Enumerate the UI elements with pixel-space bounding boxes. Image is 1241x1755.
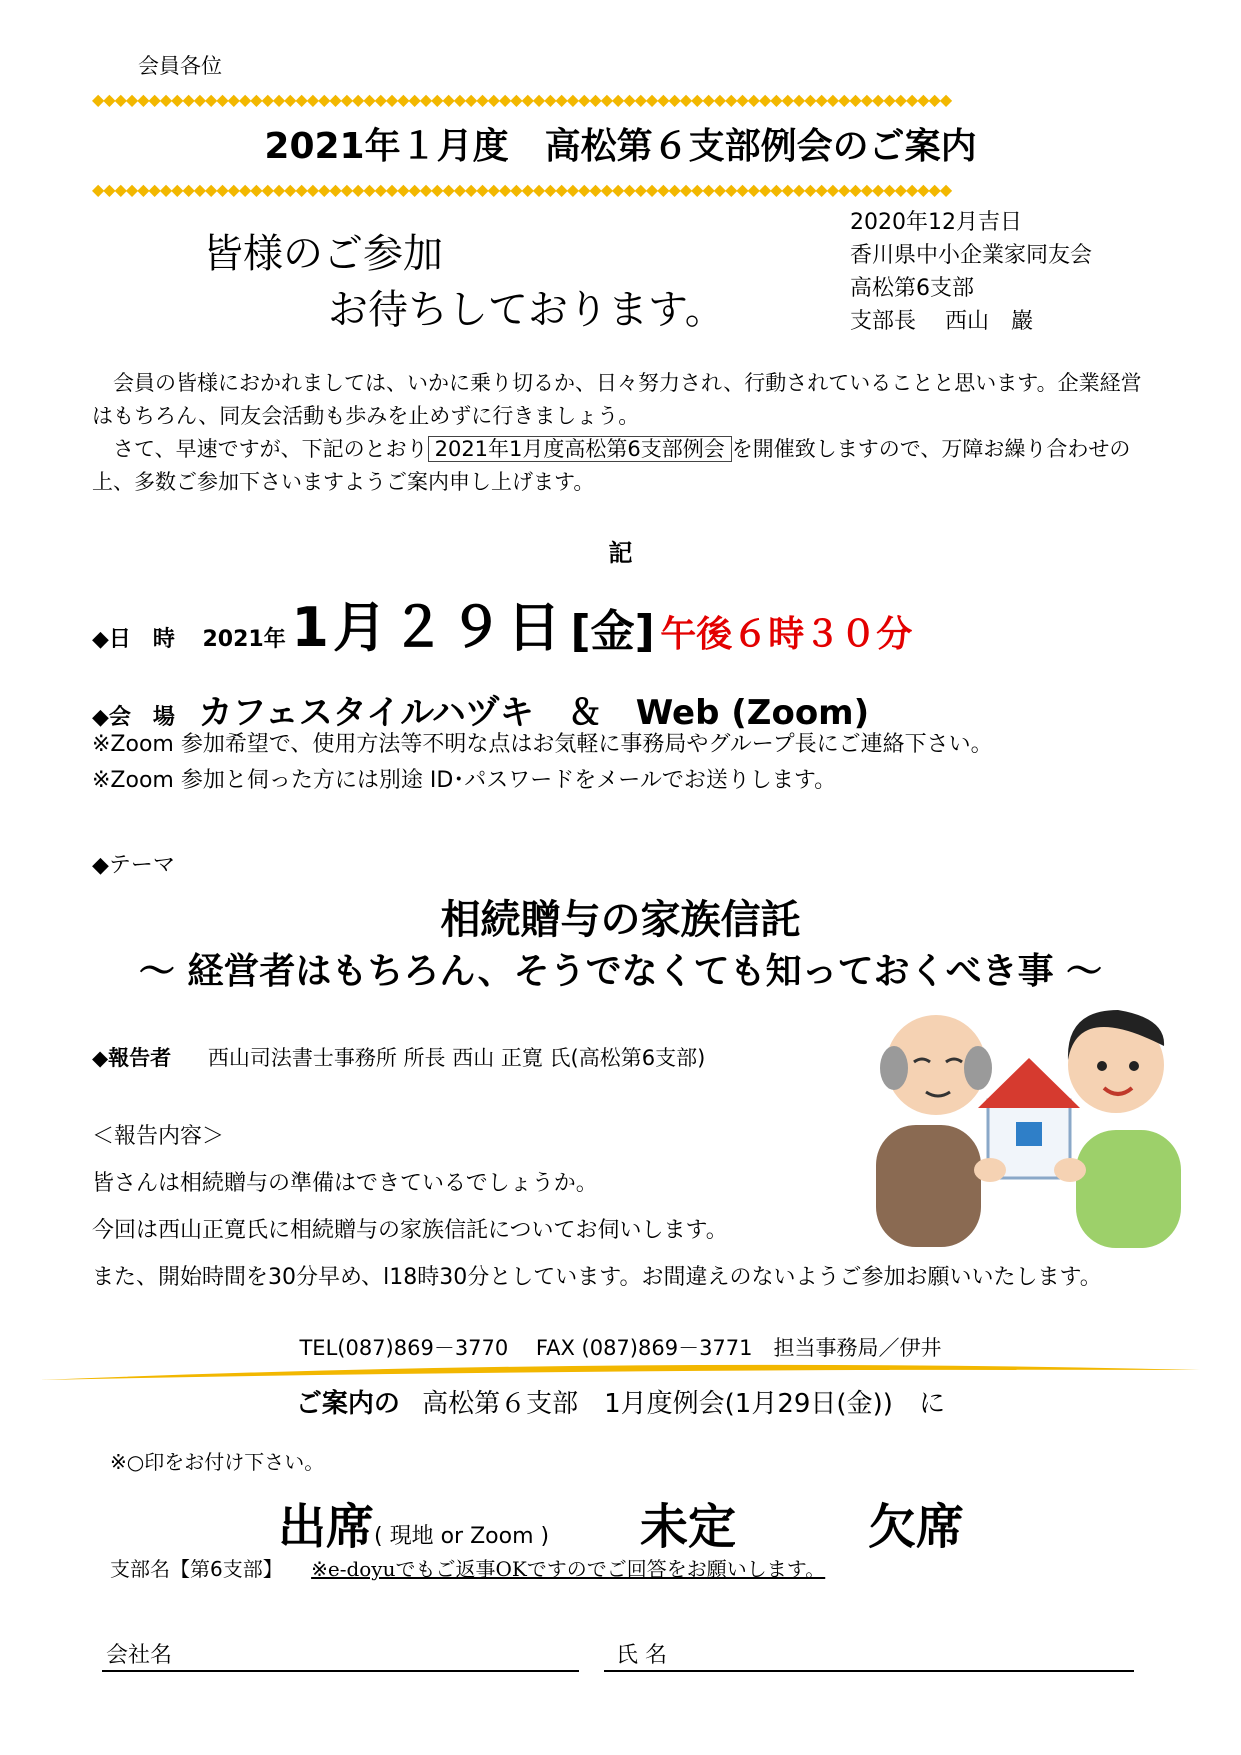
report-line-1: 皆さんは相続贈与の準備はできているでしょうか。 — [92, 1171, 598, 1196]
diamond-border-top: ◆◆◆◆◆◆◆◆◆◆◆◆◆◆◆◆◆◆◆◆◆◆◆◆◆◆◆◆◆◆◆◆◆◆◆◆◆◆◆◆◆◆◆◆◆◆◆◆◆◆◆◆◆◆◆◆◆◆◆◆◆◆◆◆◆◆◆◆◆◆◆◆◆◆◆◆ — [92, 92, 952, 108]
report-line-2: 今回は西山正寛氏に相続贈与の家族信託についてお伺いします。 — [92, 1218, 728, 1243]
reply-header — [0, 1383, 1241, 1420]
reporter-label: ◆報告者 — [92, 1046, 172, 1070]
addressee: 会員各位 — [138, 54, 222, 78]
reporter-line — [92, 1042, 705, 1072]
date-line — [92, 585, 912, 662]
young-eye-left — [1097, 1061, 1107, 1071]
option-attend-note: ( 現地 or Zoom ) — [374, 1524, 550, 1549]
issuer-head: 支部長 西山 巖 — [850, 309, 1033, 334]
elder-hair-right — [964, 1046, 992, 1090]
body-paragraph-1: 会員の皆様におかれましては、いかに乗り切るか、日々努力され、行動されていることと思います。企業経営はもちろん、同友会活動も歩みを止めずに行きましょう。 — [92, 371, 1142, 428]
venue-notes — [92, 727, 993, 799]
date-weekday: [金] — [570, 606, 655, 657]
edoyu-note: ※e-doyuでもご返事OKですのでご回答をお願いします。 — [311, 1557, 826, 1581]
diamond-border-bottom: ◆◆◆◆◆◆◆◆◆◆◆◆◆◆◆◆◆◆◆◆◆◆◆◆◆◆◆◆◆◆◆◆◆◆◆◆◆◆◆◆◆◆◆◆◆◆◆◆◆◆◆◆◆◆◆◆◆◆◆◆◆◆◆◆◆◆◆◆◆◆◆◆◆◆◆◆ — [92, 182, 952, 198]
reply-event: 高松第６支部 1月度例会(1月29日(金)) — [422, 1389, 893, 1419]
young-eye-right — [1129, 1061, 1139, 1071]
event-name-box: 2021年1月度高松第6支部例会 — [428, 436, 732, 462]
venue-label: ◆会 場 — [92, 705, 175, 730]
body-p2-post: を開催致しますので、万障お繰り合わせの上、多数ご参加下さいますようご案内申し上げます。 — [92, 437, 1131, 494]
date-day: 1月２９日 — [291, 596, 565, 659]
theme-label: ◆テーマ — [92, 853, 175, 878]
reporter-text: 西山司法書士事務所 所長 西山 正寛 氏(高松第6支部) — [207, 1046, 706, 1070]
report-line-3: また、開始時間を30分早め、l18時30分としています。お間違えのないようご参加お願いいたします。 — [92, 1265, 1102, 1290]
reply-intro: ご案内の — [295, 1389, 400, 1419]
date-time: 午後６時３０分 — [660, 614, 913, 655]
company-field[interactable] — [102, 1670, 579, 1672]
branch-line — [110, 1553, 825, 1582]
welcome-line2: お待ちしております。 — [328, 287, 725, 333]
page-title: 2021年１月度 高松第６支部例会のご案内 — [264, 126, 977, 167]
body-p2-pre: さて、早速ですが、下記のとおり — [113, 437, 428, 461]
welcome-line1: 皆様のご参加 — [203, 231, 443, 277]
option-absent[interactable]: 欠席 — [868, 1499, 965, 1555]
report-content — [92, 1113, 1102, 1301]
theme-title: 相続贈与の家族信託 — [440, 897, 801, 943]
body-text — [92, 367, 1162, 499]
reply-instruction: ※○印をお付け下さい。 — [110, 1450, 325, 1474]
name-field[interactable] — [604, 1670, 1134, 1672]
ki-heading: 記 — [608, 539, 633, 567]
issuer-org: 香川県中小企業家同友会 — [850, 243, 1093, 268]
option-attend[interactable] — [278, 1488, 549, 1557]
issuer-block — [850, 206, 1210, 338]
swoosh-divider — [40, 1362, 1200, 1382]
option-attend-label: 出席 — [278, 1499, 375, 1555]
contact-info: TEL(087)869－3770 FAX (087)869－3771 担当事務局／伊井 — [299, 1336, 942, 1360]
issue-date: 2020年12月吉日 — [850, 210, 1022, 235]
elder-hair-left — [880, 1046, 908, 1090]
date-year: 2021年 — [202, 627, 286, 652]
option-undecided[interactable]: 未定 — [640, 1499, 737, 1555]
report-heading: ＜報告内容＞ — [92, 1124, 225, 1149]
house-roof — [978, 1058, 1080, 1108]
branch-name: 支部名【第6支部】 — [110, 1557, 283, 1581]
venue-name: カフェスタイルハヅキ ＆ Web (Zoom) — [198, 693, 870, 733]
date-label: ◆日 時 — [92, 627, 175, 652]
body-paragraph-2 — [92, 433, 1162, 499]
name-label: 氏 名 — [616, 1643, 667, 1668]
company-label: 会社名 — [106, 1643, 173, 1668]
reply-suffix: に — [919, 1389, 946, 1419]
theme-subtitle: ～ 経営者はもちろん、そうでなくても知っておくべき事 ～ — [138, 951, 1103, 992]
venue-note-2: ※Zoom 参加と伺った方には別途 ID･パスワードをメールでお送りします。 — [92, 768, 837, 793]
venue-note-1: ※Zoom 参加希望で、使用方法等不明な点はお気軽に事務局やグループ長にご連絡下さい。 — [92, 732, 993, 757]
issuer-branch: 高松第6支部 — [850, 276, 974, 301]
